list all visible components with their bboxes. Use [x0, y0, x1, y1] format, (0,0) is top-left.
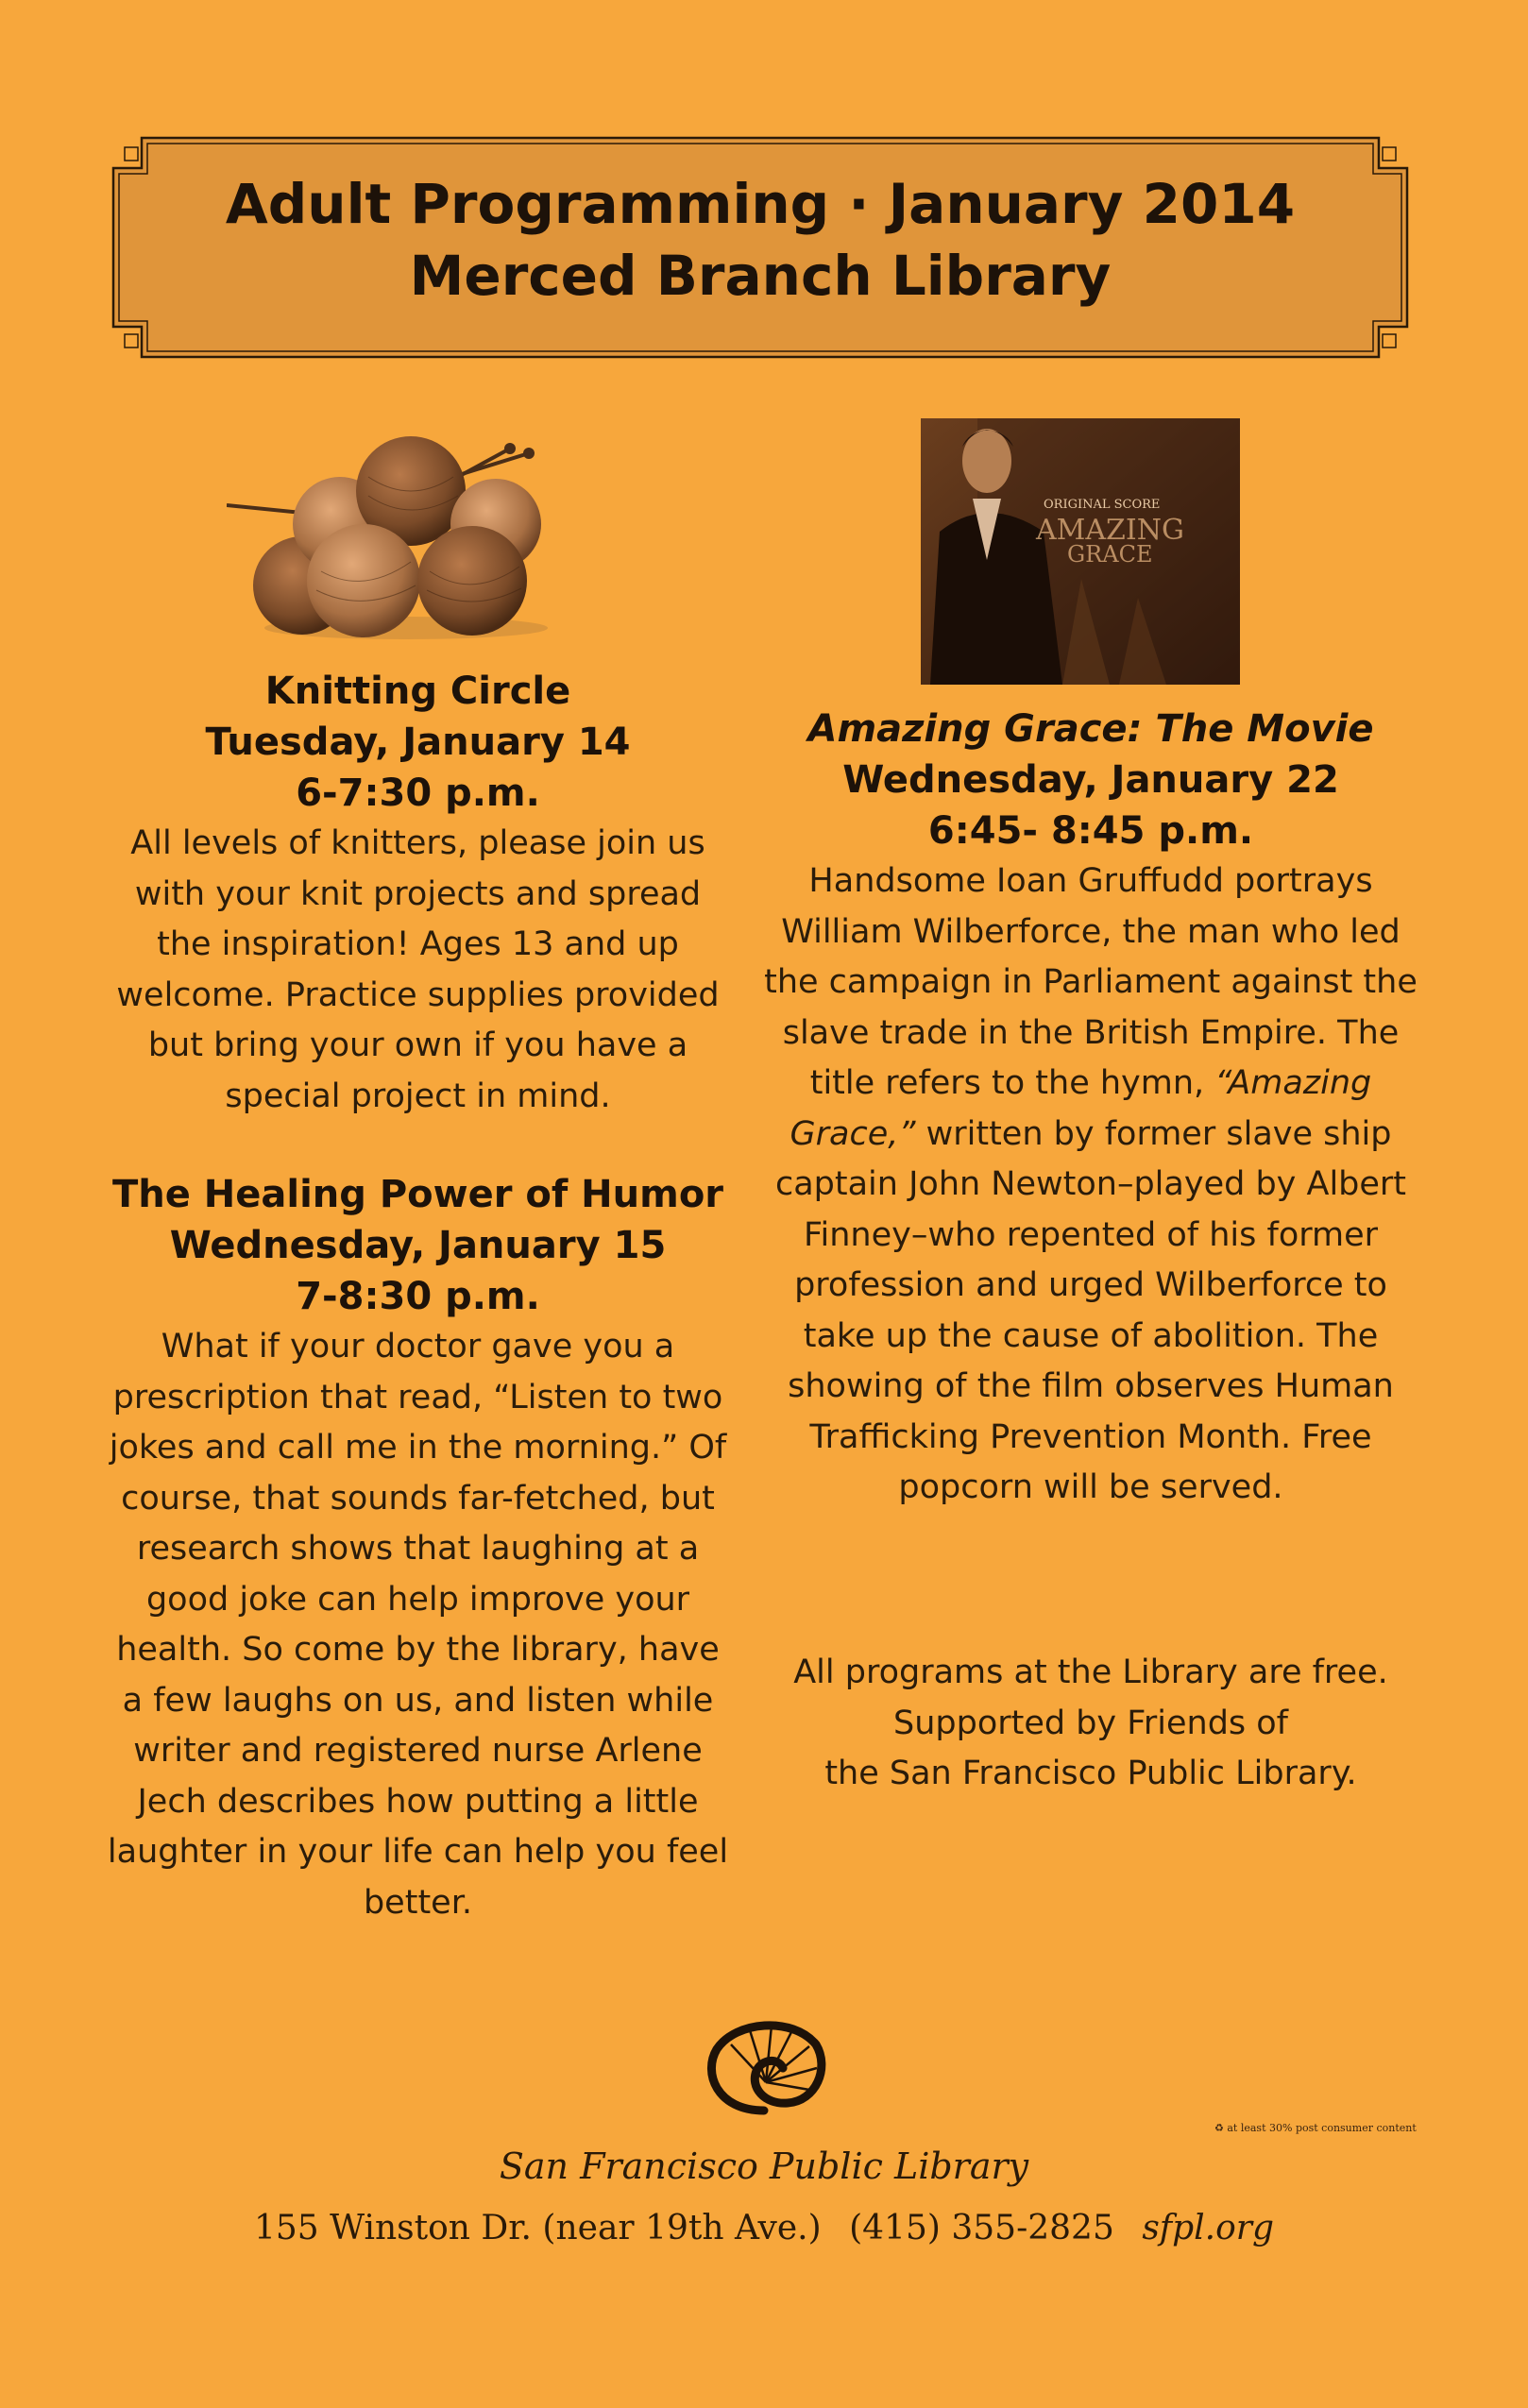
description-part-1: Handsome Ioan Gruffudd portrays William Wilberforce, the man who led the campaign in Parliament against the slave trade in the British Empire. The title refers to the hymn, — [764, 862, 1418, 1102]
library-website-link[interactable]: sfpl.org — [1142, 2209, 1275, 2247]
description-part-2: written by former slave ship captain John Newton–played by Albert Finney–who repented of his former profession and urged Wilberforce to take up the cause of abolition. The showing of the film observes Human Trafficking Prevention Month. Free popcorn will be served. — [774, 1114, 1407, 1506]
event-date: Wednesday, January 15 — [169, 1224, 667, 1267]
free-notice-line-1: All programs at the Library are free. — [793, 1653, 1388, 1691]
event-title: Amazing Grace: The Movie — [807, 707, 1374, 751]
event-healing-power-of-humor — [94, 1169, 741, 1928]
event-amazing-grace — [756, 704, 1426, 1514]
free-programs-notice — [756, 1648, 1426, 1800]
event-date: Wednesday, January 22 — [842, 758, 1339, 802]
page-title — [104, 168, 1417, 312]
library-phone: (415) 355-2825 — [849, 2209, 1114, 2247]
sfpl-nautilus-logo — [698, 2016, 830, 2120]
event-knitting-circle — [94, 666, 741, 1122]
footer — [0, 2016, 1528, 2252]
poster-line-1: ORIGINAL SCORE — [1044, 498, 1161, 512]
poster-line-3: GRACE — [1067, 541, 1153, 568]
event-description: What if your doctor gave you a prescription that read, “Listen to two jokes and call me in the morning.” Of course, that sounds far-fetched, but research shows that laughing at a good joke can help improve your health. So come by the library, have a few laughs on us, and listen while writer and registered nurse Arlene Jech describes how putting a little laughter in your life can help you feel better. — [107, 1328, 729, 1922]
library-name: San Francisco Public Library — [499, 2145, 1029, 2187]
poster-line-2: AMAZING — [1036, 514, 1184, 547]
amazing-grace-poster — [921, 418, 1240, 685]
free-notice-line-3: the San Francisco Public Library. — [824, 1755, 1357, 1792]
recycle-icon: ♻ — [1214, 2122, 1224, 2134]
event-time: 7-8:30 p.m. — [296, 1275, 540, 1318]
header-banner — [104, 130, 1417, 365]
event-title: The Healing Power of Humor — [111, 1173, 724, 1216]
event-description — [756, 856, 1426, 1514]
event-time: 6-7:30 p.m. — [296, 772, 540, 815]
event-date: Tuesday, January 14 — [205, 721, 631, 764]
event-time: 6:45- 8:45 p.m. — [927, 809, 1254, 853]
title-line-2: Merced Branch Library — [409, 244, 1112, 308]
title-line-1: Adult Programming · January 2014 — [225, 172, 1296, 236]
library-address: 155 Winston Dr. (near 19th Ave.) — [253, 2209, 822, 2247]
recycled-note — [1214, 2122, 1417, 2134]
yarn-balls-image — [227, 430, 567, 642]
free-notice-line-2: Supported by Friends of — [892, 1704, 1289, 1742]
event-title: Knitting Circle — [264, 670, 571, 713]
event-description: All levels of knitters, please join us with your knit projects and spread the inspiration! Ages 13 and up welcome. Practice supplies provided but bring your own if you have a special project in mind. — [116, 824, 720, 1115]
recycled-text: at least 30% post consumer content — [1227, 2122, 1417, 2134]
library-contact — [0, 2205, 1528, 2252]
description-hymn-title: “Amazing Grace,” — [789, 1064, 1372, 1153]
